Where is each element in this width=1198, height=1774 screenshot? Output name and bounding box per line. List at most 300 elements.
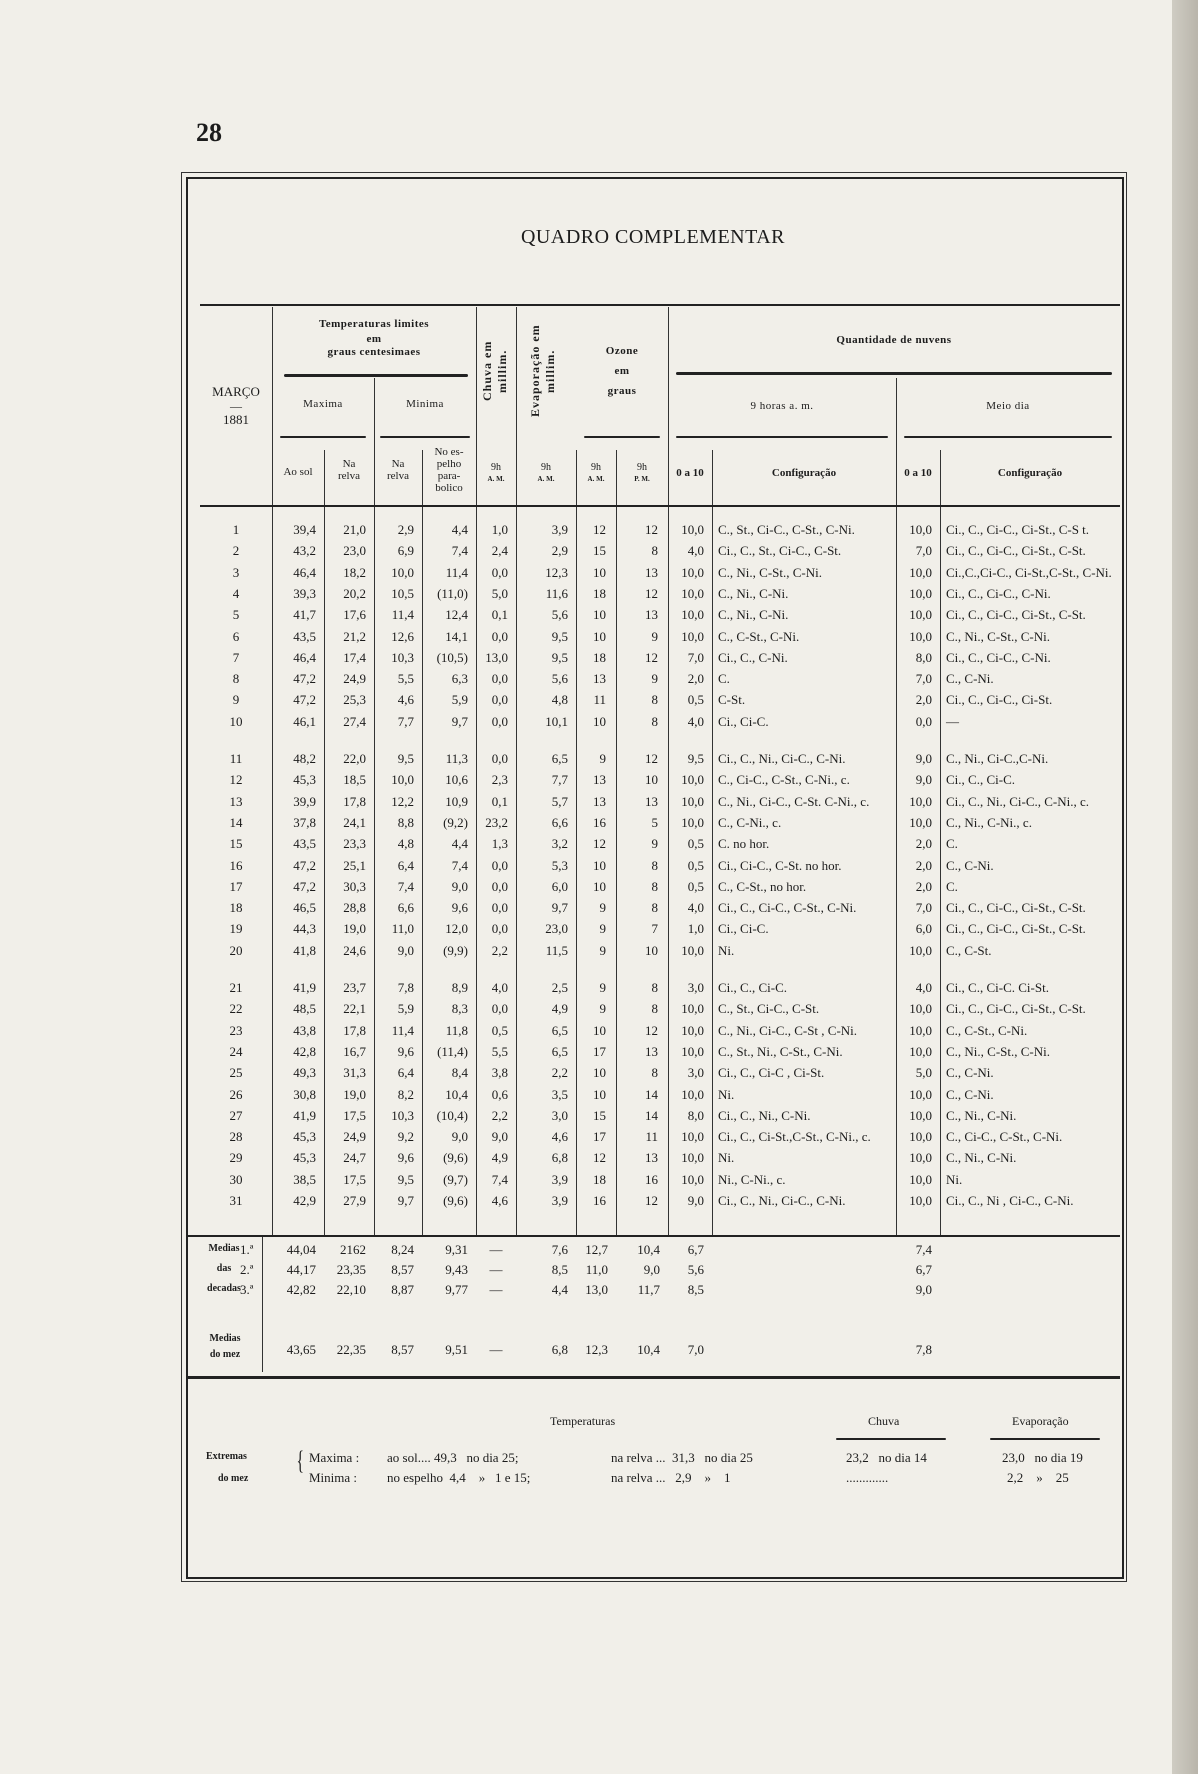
ao-sol-cell: 46,1 — [293, 714, 316, 729]
evaporacao-cell: 6,6 — [551, 815, 568, 830]
table-row — [200, 586, 1120, 607]
chuva-footer-brace — [836, 1438, 946, 1440]
nuvens-9h-cell: 10,0 — [681, 1023, 704, 1038]
ao-sol-cell: 47,2 — [293, 671, 316, 686]
min-chuva: ............. — [846, 1470, 889, 1485]
nuvens-9h-cell: 10,0 — [681, 1150, 704, 1165]
medias-top-rule — [186, 1235, 1120, 1237]
config-9h-cell: Ci., C., Ci-C , Ci-St. — [718, 1065, 825, 1080]
table-row — [200, 607, 1120, 628]
nuvens-noon-cell: 2,0 — [915, 836, 932, 851]
medias-row — [200, 1262, 1120, 1283]
table-row — [200, 543, 1120, 564]
evaporacao-cell: 2,2 — [551, 1065, 568, 1080]
ozone-am-cell: 15 — [593, 1108, 606, 1123]
config-noon-cell: C., C-Ni. — [946, 671, 994, 686]
medias-cell: 9,0 — [915, 1282, 932, 1297]
config-9h-cell: Ci., C., St., Ci-C., C-St. — [718, 543, 842, 558]
minima-brace — [380, 436, 470, 438]
nuvens-noon-cell: 2,0 — [915, 692, 932, 707]
medias-cell: 9,0 — [643, 1262, 660, 1277]
chuva-cell: 0,0 — [491, 565, 508, 580]
table-row — [200, 629, 1120, 650]
nuvens-noon-cell: 9,0 — [915, 772, 932, 787]
ozone-pm-cell: 12 — [645, 1193, 658, 1208]
relva-min-cell: 7,8 — [397, 980, 414, 995]
nuvens-9h-cell: 10,0 — [681, 943, 704, 958]
nuvens-9h-cell: 10,0 — [681, 1001, 704, 1016]
config-9h-cell: C., Ni., Ci-C., C-St , C-Ni. — [718, 1023, 858, 1038]
day-cell: 18 — [229, 900, 243, 915]
evaporacao-cell: 5,6 — [551, 607, 568, 622]
table-row — [200, 751, 1120, 772]
medias-cell: 11,7 — [637, 1282, 660, 1297]
nuvens-9h-cell: 10,0 — [681, 586, 704, 601]
decade-number: 2.ª — [240, 1262, 254, 1277]
ozone-am-cell: 11 — [593, 692, 606, 707]
nuvens-noon-cell: 10,0 — [909, 1023, 932, 1038]
extremas-label-1: Extremas — [206, 1451, 247, 1462]
chuva-cell: 0,0 — [491, 751, 508, 766]
relva-max-cell: 23,7 — [343, 980, 366, 995]
evaporacao-cell: 9,7 — [551, 900, 568, 915]
maxima-header: Maxima — [303, 398, 343, 410]
medias-cell: 2162 — [340, 1242, 366, 1257]
evaporacao-cell: 11,6 — [545, 586, 568, 601]
ozone-am-cell: 9 — [599, 751, 606, 766]
table-row — [200, 815, 1120, 836]
nuvens-9h-cell: 0,5 — [687, 858, 704, 873]
temp-subheader-line: No es- — [434, 446, 464, 458]
table-row — [200, 858, 1120, 879]
config-noon-cell: Ci., C., Ci-C., Ci-St. — [946, 692, 1053, 707]
ozone-pm-cell: 12 — [645, 522, 658, 537]
ozone-pm-cell: 8 — [651, 714, 658, 729]
config-9h-cell: C., Ni., C-Ni. — [718, 607, 789, 622]
evaporacao-cell: 10,1 — [545, 714, 568, 729]
table-row — [200, 1108, 1120, 1129]
relva-min-cell: 9,6 — [397, 1044, 414, 1059]
config-9h-cell: C., C-St., no hor. — [718, 879, 807, 894]
ao-sol-cell: 41,8 — [293, 943, 316, 958]
max-evap: 23,0 no dia 19 — [1002, 1450, 1083, 1465]
temp-subheader-line: bolico — [435, 482, 463, 494]
table-row — [200, 692, 1120, 713]
temp-subheader-line: relva — [387, 470, 409, 482]
relva-max-cell: 23,0 — [343, 543, 366, 558]
nove-horas-brace — [676, 436, 888, 438]
relva-min-cell: 8,2 — [397, 1087, 414, 1102]
medias-cell: — — [489, 1282, 503, 1297]
hour-label: 9h — [491, 462, 501, 473]
config-9h-cell: Ni. — [718, 943, 735, 958]
medias-cell: 11,0 — [585, 1262, 608, 1277]
config-9h-cell: Ci., C., Ci-St.,C-St., C-Ni., c. — [718, 1129, 871, 1144]
table-row — [200, 772, 1120, 793]
medias-cell: 8,5 — [687, 1282, 704, 1297]
relva-min-cell: 7,7 — [397, 714, 414, 729]
nuvens-noon-cell: 10,0 — [909, 815, 932, 830]
chuva-cell: 3,8 — [491, 1065, 508, 1080]
espelho-cell: (9,2) — [443, 815, 468, 830]
nuvens-9h-cell: 0,5 — [687, 879, 704, 894]
ozone-am-cell: 10 — [593, 565, 606, 580]
config-noon-cell: C., C-Ni. — [946, 1065, 994, 1080]
relva-max-cell: 24,9 — [343, 671, 366, 686]
year-label: 1881 — [223, 412, 249, 427]
espelho-cell: (11,4) — [437, 1044, 468, 1059]
nuvens-9h-cell: 4,0 — [687, 714, 704, 729]
medias-cell: 6,7 — [915, 1262, 932, 1277]
nuvens-9h-cell: 9,0 — [687, 1193, 704, 1208]
medias-row — [200, 1282, 1120, 1303]
ao-sol-cell: 30,8 — [293, 1087, 316, 1102]
nuvens-9h-cell: 10,0 — [681, 1087, 704, 1102]
nuvens-noon-cell: 10,0 — [909, 943, 932, 958]
nuvens-9h-cell: 0,5 — [687, 836, 704, 851]
day-cell: 23 — [229, 1023, 243, 1038]
ao-sol-cell: 41,9 — [293, 1108, 316, 1123]
medias-cell: 44,04 — [286, 1242, 316, 1257]
min-evap: 2,2 » 25 — [1007, 1470, 1069, 1485]
relva-max-cell: 18,2 — [343, 565, 366, 580]
relva-min-cell: 8,8 — [397, 815, 414, 830]
config-9h-cell: Ci., Ci-C. — [718, 714, 769, 729]
espelho-cell: 8,3 — [451, 1001, 468, 1016]
header-bottom-rule — [200, 505, 1120, 507]
nuvens-9h-cell: 10,0 — [681, 607, 704, 622]
espelho-cell: (10,5) — [436, 650, 468, 665]
nuvens-9h-cell: 10,0 — [681, 815, 704, 830]
day-cell: 24 — [229, 1044, 243, 1059]
nuvens-noon-cell: 10,0 — [909, 1044, 932, 1059]
relva-min-cell: 10,3 — [391, 650, 414, 665]
evaporacao-cell: 3,5 — [551, 1087, 568, 1102]
config-noon-cell: Ci., C., Ci-C., Ci-St., C-St. — [946, 543, 1086, 558]
day-cell: 20 — [229, 943, 243, 958]
temp-group-title-3: graus centesimaes — [327, 346, 421, 358]
relva-max-cell: 25,3 — [343, 692, 366, 707]
evaporacao-cell: 2,5 — [551, 980, 568, 995]
chuva-cell: 0,0 — [491, 858, 508, 873]
config-noon-cell: C., Ni., C-Ni., c. — [946, 815, 1032, 830]
evaporacao-cell: 6,5 — [551, 1044, 568, 1059]
relva-min-cell: 4,8 — [397, 836, 414, 851]
ao-sol-cell: 42,8 — [293, 1044, 316, 1059]
min-label: Minima : — [309, 1470, 358, 1485]
table-row — [200, 650, 1120, 671]
config-noon-cell: C., C-St. — [946, 943, 992, 958]
espelho-cell: (9,6) — [443, 1150, 468, 1165]
ozone-am-cell: 17 — [593, 1129, 606, 1144]
espelho-cell: 10,9 — [445, 794, 468, 809]
day-cell: 31 — [229, 1193, 243, 1208]
day-cell: 27 — [229, 1108, 243, 1123]
ao-sol-cell: 42,9 — [293, 1193, 316, 1208]
evaporacao-cell: 3,9 — [551, 522, 568, 537]
temp-subheader-line: para- — [437, 470, 461, 482]
ao-sol-cell: 45,3 — [293, 1129, 316, 1144]
temp-subheader-line: relva — [338, 470, 360, 482]
nuvens-subheader: 0 a 10 — [676, 467, 704, 479]
nuvens-noon-cell: 10,0 — [909, 586, 932, 601]
relva-min-cell: 10,3 — [391, 1108, 414, 1123]
nuvens-noon-cell: 10,0 — [909, 629, 932, 644]
chuva-cell: 0,0 — [491, 921, 508, 936]
nuvens-noon-cell: 10,0 — [909, 1172, 932, 1187]
medias-mez-cell: 12,3 — [585, 1342, 608, 1357]
espelho-cell: (10,4) — [436, 1108, 468, 1123]
evaporacao-cell: 11,5 — [545, 943, 568, 958]
chuva-cell: 0,1 — [491, 607, 508, 622]
espelho-cell: (9,7) — [443, 1172, 468, 1187]
nuvens-9h-cell: 10,0 — [681, 794, 704, 809]
relva-max-cell: 17,8 — [343, 1023, 366, 1038]
config-noon-cell: Ci., C., Ci-C., C-Ni. — [946, 586, 1051, 601]
espelho-cell: 7,4 — [451, 543, 468, 558]
ozone-am-cell: 12 — [593, 1150, 606, 1165]
espelho-cell: 4,4 — [451, 522, 468, 537]
nuvens-9h-cell: 10,0 — [681, 1044, 704, 1059]
ozone-pm-cell: 13 — [645, 1150, 658, 1165]
relva-min-cell: 12,6 — [391, 629, 414, 644]
ozone-pm-cell: 9 — [651, 671, 658, 686]
ozone-brace — [584, 436, 660, 438]
decade-number: 3.ª — [240, 1282, 254, 1297]
chuva-cell: 7,4 — [491, 1172, 508, 1187]
nuvens-9h-cell: 10,0 — [681, 629, 704, 644]
config-noon-cell: Ci., C., Ci-C. Ci-St. — [946, 980, 1049, 995]
relva-min-cell: 5,9 — [397, 1001, 414, 1016]
chuva-cell: 5,5 — [491, 1044, 508, 1059]
nuvens-9h-cell: 10,0 — [681, 565, 704, 580]
chuva-cell: 0,6 — [491, 1087, 508, 1102]
nuvens-subheader: Configuração — [771, 467, 837, 479]
page-number: 28 — [196, 118, 222, 147]
table-row — [200, 943, 1120, 964]
nuvens-9h-cell: 9,5 — [687, 751, 704, 766]
config-9h-cell: Ci., C., Ni., Ci-C., C-Ni. — [718, 751, 846, 766]
config-noon-cell: Ci., C., Ci-C., Ci-St., C-St. — [946, 900, 1086, 915]
ozone-pm-cell: 5 — [651, 815, 658, 830]
chuva-cell: 0,0 — [491, 900, 508, 915]
config-9h-cell: Ci., C., Ci-C., C-St., C-Ni. — [718, 900, 857, 915]
medias-cell: 12,7 — [585, 1242, 608, 1257]
chuva-cell: 0,0 — [491, 879, 508, 894]
nuvens-9h-cell: 10,0 — [681, 772, 704, 787]
table-row — [200, 1193, 1120, 1214]
ao-sol-cell: 38,5 — [293, 1172, 316, 1187]
day-cell: 28 — [229, 1129, 243, 1144]
temp-subheader-line: Na — [391, 458, 405, 470]
config-noon-cell: C. — [946, 836, 958, 851]
espelho-cell: 8,4 — [451, 1065, 468, 1080]
medias-mez-label-1: Medias — [209, 1333, 241, 1344]
day-cell: 6 — [232, 629, 240, 644]
ao-sol-cell: 39,9 — [293, 794, 316, 809]
config-9h-cell: C., Ci-C., C-St., C-Ni., c. — [718, 772, 850, 787]
relva-min-cell: 10,0 — [391, 772, 414, 787]
relva-min-cell: 10,5 — [391, 586, 414, 601]
config-noon-cell: C. — [946, 879, 958, 894]
table-row — [200, 1087, 1120, 1108]
espelho-cell: 12,0 — [445, 921, 468, 936]
config-9h-cell: Ci., Ci-C., C-St. no hor. — [718, 858, 842, 873]
config-noon-cell: C., Ni., Ci-C.,C-Ni. — [946, 751, 1049, 766]
nuvens-noon-cell: 7,0 — [915, 543, 932, 558]
ozone-pm-cell: 8 — [651, 692, 658, 707]
medias-mez-cell: 6,8 — [551, 1342, 568, 1357]
config-9h-cell: Ci., C., C-Ni. — [718, 650, 788, 665]
table-row — [200, 980, 1120, 1001]
ao-sol-cell: 39,4 — [293, 522, 316, 537]
ozone-pm-cell: 12 — [645, 751, 658, 766]
day-cell: 30 — [229, 1172, 243, 1187]
espelho-cell: 5,9 — [451, 692, 468, 707]
chuva-cell: 4,9 — [491, 1150, 508, 1165]
table-row — [200, 522, 1120, 543]
nuvens-noon-cell: 5,0 — [915, 1065, 932, 1080]
config-noon-cell: Ci., C., Ci-C., C-Ni. — [946, 650, 1051, 665]
ao-sol-cell: 45,3 — [293, 1150, 316, 1165]
evaporacao-cell: 12,3 — [545, 565, 568, 580]
config-noon-cell: C., Ni., C-Ni. — [946, 1108, 1017, 1123]
config-9h-cell: Ni. — [718, 1150, 735, 1165]
min-text-2: na relva ... 2,9 » 1 — [611, 1470, 731, 1485]
nuvens-noon-cell: 7,0 — [915, 671, 932, 686]
ozone-pm-cell: 8 — [651, 879, 658, 894]
table-row — [200, 1172, 1120, 1193]
evaporacao-cell: 6,5 — [551, 1023, 568, 1038]
nuvens-noon-cell: 8,0 — [915, 650, 932, 665]
relva-max-cell: 28,8 — [343, 900, 366, 915]
config-9h-cell: Ci., C., Ni., C-Ni. — [718, 1108, 811, 1123]
relva-min-cell: 6,4 — [397, 1065, 414, 1080]
config-9h-cell: C. — [718, 671, 730, 686]
relva-min-cell: 7,4 — [397, 879, 414, 894]
config-9h-cell: C. no hor. — [718, 836, 770, 851]
nuvens-noon-cell: 9,0 — [915, 751, 932, 766]
relva-min-cell: 11,4 — [391, 607, 414, 622]
relva-max-cell: 24,7 — [343, 1150, 366, 1165]
medias-mez-label-2: do mez — [209, 1349, 241, 1360]
table-row — [200, 671, 1120, 692]
table-row — [200, 1023, 1120, 1044]
relva-max-cell: 22,0 — [343, 751, 366, 766]
nuvens-noon-cell: 10,0 — [909, 565, 932, 580]
evap-footer-brace — [990, 1438, 1100, 1440]
medias-bottom-rule — [186, 1376, 1120, 1379]
medias-cell: — — [489, 1242, 503, 1257]
nuvens-subheader: 0 a 10 — [904, 467, 932, 479]
medias-cell: 8,24 — [391, 1242, 414, 1257]
ao-sol-cell: 43,8 — [293, 1023, 316, 1038]
medias-cell: 4,4 — [551, 1282, 568, 1297]
ozone-header-2: em — [614, 365, 630, 377]
table-row — [200, 921, 1120, 942]
ozone-pm-cell: 16 — [645, 1172, 658, 1187]
ozone-am-cell: 9 — [599, 980, 606, 995]
day-cell: 26 — [229, 1087, 243, 1102]
day-cell: 17 — [229, 879, 243, 894]
period-label: A. M. — [587, 475, 605, 483]
relva-min-cell: 6,4 — [397, 858, 414, 873]
config-9h-cell: C., C-St., C-Ni. — [718, 629, 800, 644]
config-noon-cell: Ci.,C.,Ci-C., Ci-St.,C-St., C-Ni. — [946, 565, 1112, 580]
medias-mez-row — [200, 1342, 1120, 1363]
evaporacao-cell: 4,6 — [551, 1129, 568, 1144]
evaporacao-cell: 23,0 — [545, 921, 568, 936]
chuva-cell: 2,3 — [491, 772, 508, 787]
ozone-am-cell: 10 — [593, 1065, 606, 1080]
relva-min-cell: 12,2 — [391, 794, 414, 809]
day-cell: 7 — [232, 650, 240, 665]
ozone-pm-cell: 8 — [651, 543, 658, 558]
relva-min-cell: 9,7 — [397, 1193, 414, 1208]
espelho-cell: 11,4 — [445, 565, 468, 580]
page-edge — [1172, 0, 1198, 1774]
medias-cell: 7,6 — [551, 1242, 568, 1257]
table-row — [200, 1001, 1120, 1022]
evaporacao-cell: 6,8 — [551, 1150, 568, 1165]
ao-sol-cell: 43,5 — [293, 629, 316, 644]
minima-header: Minima — [406, 398, 444, 410]
month-dash: — — [230, 399, 242, 413]
chuva-header: Chuva em millim. — [480, 340, 509, 402]
medias-cell: 44,17 — [286, 1262, 316, 1277]
relva-max-cell: 23,3 — [343, 836, 366, 851]
medias-mez-cell: 9,51 — [445, 1342, 468, 1357]
ao-sol-cell: 43,5 — [293, 836, 316, 851]
medias-mez-cell: 8,57 — [391, 1342, 414, 1357]
config-noon-cell: C., Ci-C., C-St., C-Ni. — [946, 1129, 1063, 1144]
relva-max-cell: 24,6 — [343, 943, 366, 958]
nuvens-9h-cell: 3,0 — [687, 980, 704, 995]
medias-cell: 13,0 — [585, 1282, 608, 1297]
espelho-cell: 9,7 — [451, 714, 468, 729]
chuva-footer-header: Chuva — [868, 1414, 900, 1428]
ao-sol-cell: 47,2 — [293, 879, 316, 894]
medias-cell: 9,31 — [445, 1242, 468, 1257]
day-cell: 29 — [229, 1150, 243, 1165]
day-cell: 2 — [232, 543, 240, 558]
config-9h-cell: Ci., Ci-C. — [718, 921, 769, 936]
relva-min-cell: 4,6 — [397, 692, 414, 707]
table-row — [200, 714, 1120, 735]
table-row — [200, 900, 1120, 921]
config-noon-cell: C., C-Ni. — [946, 858, 994, 873]
day-cell: 4 — [232, 586, 240, 601]
config-9h-cell: C-St. — [718, 692, 746, 707]
max-label: Maxima : — [309, 1450, 360, 1465]
evaporacao-cell: 3,2 — [551, 836, 568, 851]
config-noon-cell: Ci., C., Ci-C., Ci-St., C-St. — [946, 921, 1086, 936]
table-row — [200, 1044, 1120, 1065]
espelho-cell: 10,6 — [445, 772, 468, 787]
nuvens-noon-cell: 10,0 — [909, 1108, 932, 1123]
nuvens-noon-cell: 10,0 — [909, 1150, 932, 1165]
nuvens-noon-cell: 10,0 — [909, 1087, 932, 1102]
ozone-pm-cell: 14 — [645, 1087, 658, 1102]
ozone-am-cell: 10 — [593, 858, 606, 873]
nuvens-noon-cell: 2,0 — [915, 879, 932, 894]
relva-max-cell: 18,5 — [343, 772, 366, 787]
medias-cell: — — [489, 1262, 503, 1277]
relva-min-cell: 9,2 — [397, 1129, 414, 1144]
relva-max-cell: 17,5 — [343, 1108, 366, 1123]
medias-cell: 23,35 — [336, 1262, 366, 1277]
table-row — [200, 794, 1120, 815]
